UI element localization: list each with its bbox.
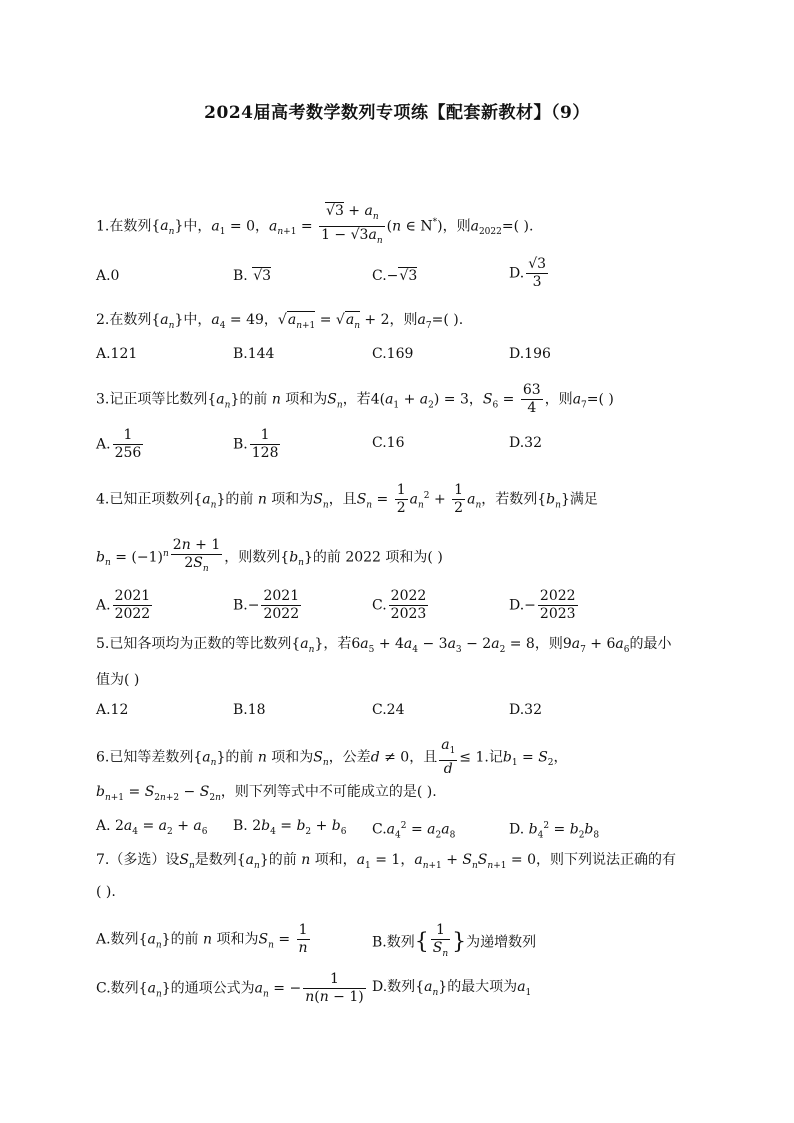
option-6d: D. $b_4^2 = b_2b_8$ xyxy=(509,821,600,841)
question-5-stem: 5.已知各项均为正数的等比数列$\{a_n\}$，若$6a_5 + 4a_4 - 3a_3 - 2a_2 = 8$，则$9a_7 + 6a_6$的最小 xyxy=(96,636,672,655)
option-1a: A.0 xyxy=(96,268,120,284)
option-1d: D. $\frac{√3}{3}$ xyxy=(509,256,547,290)
option-1b: B. √3 xyxy=(233,268,272,284)
option-4d: D.− $\frac{2022}{2023}$ xyxy=(509,588,576,622)
page-title: 2024届高考数学数列专项练【配套新教材】（9） xyxy=(204,103,590,123)
option-3d: D.32 xyxy=(509,435,542,451)
option-6b: B. $2b_4 = b_2 + b_6$ xyxy=(233,818,347,837)
option-2c: C.169 xyxy=(372,346,414,362)
option-7d: D.数列$\{a_n\}$的最大项为$a_1$ xyxy=(372,979,532,998)
option-4c: C. $\frac{2022}{2023}$ xyxy=(372,588,427,622)
option-3b: B. $\frac{1}{128}$ xyxy=(233,427,279,461)
question-1-stem: 1.在数列$\{a_n\}$中，$a_1 = 0$，$a_{n+1}$ = $\frac{√3 + a_n}{1 - √3a_n}$ (n ∈ N*)，则$a_{2022}=$( ). xyxy=(96,203,534,246)
option-4b: B.− $\frac{2021}{2022}$ xyxy=(233,588,300,622)
option-2a: A.121 xyxy=(96,346,138,362)
question-2-stem: 2.在数列$\{a_n\}$中，$a_4 = 49$，$√a_{n+1} = √a_n + 2$，则$a_7=$( ). xyxy=(96,312,464,331)
option-2d: D.196 xyxy=(509,346,551,362)
question-5-line2: 值为( ) xyxy=(96,672,140,688)
option-3a: A. $\frac{1}{256}$ xyxy=(96,427,142,461)
option-7b: B.数列{ $\frac{1}{S_n}$ }为递增数列 xyxy=(372,922,537,959)
option-6a: A. $2a_4 = a_2 + a_6$ xyxy=(96,818,208,837)
question-6-stem: 6.已知等差数列$\{a_n\}$的前 n 项和为$S_n$，公差d ≠ 0，且 $\frac{a_1}{d}$ ≤ 1.记$b_1 = S_2$， xyxy=(96,737,568,777)
option-5a: A.12 xyxy=(96,702,129,718)
option-2b: B.144 xyxy=(233,346,275,362)
question-4-stem: 4.已知正项数列$\{a_n\}$的前 n 项和为$S_n$，且$S_n$ = $\frac{1}{2}$ $a_n^2$ + $\frac{1}{2}$ $a_n$，若数列$\{b_n\}$满足 xyxy=(96,482,598,516)
option-1c: C.−√3 xyxy=(372,268,418,284)
option-5b: B.18 xyxy=(233,702,266,718)
question-3-stem: 3.记正项等比数列$\{a_n\}$的前 n 项和为$S_n$，若$4(a_1 + a_2) = 3$，$S_6$ = $\frac{63}{4}$ ，则$a_7=$( ) xyxy=(96,382,614,416)
question-7-line2: ( ). xyxy=(96,884,116,900)
question-7-stem: 7.（多选）设$S_n$是数列$\{a_n\}$的前 n 项和，$a_1 = 1$，$a_{n+1} + S_nS_{n+1} = 0$，则下列说法正确的有 xyxy=(96,852,677,871)
option-3c: C.16 xyxy=(372,435,405,451)
question-4-line2: $b_n = (-1)^n$ $\frac{2n + 1}{2S_n}$ ，则数列$\{b_n\}$的前 2022 项和为( ) xyxy=(96,537,443,574)
option-5c: C.24 xyxy=(372,702,405,718)
question-6-line2: $b_{n+1} = S_{2n+2} - S_{2n}$，则下列等式中不可能成立的是( ). xyxy=(96,784,437,803)
option-7a: A.数列$\{a_n\}$的前 n 项和为$S_n$ = $\frac{1}{n}$ xyxy=(96,922,308,956)
option-7c: C.数列$\{a_n\}$的通项公式为$a_n$ = − $\frac{1}{n(n - 1)}$ xyxy=(96,971,364,1005)
option-6c: $C.a_4^2 = a_2a_8$ xyxy=(372,821,456,841)
option-5d: D.32 xyxy=(509,702,542,718)
option-4a: A. $\frac{2021}{2022}$ xyxy=(96,588,151,622)
